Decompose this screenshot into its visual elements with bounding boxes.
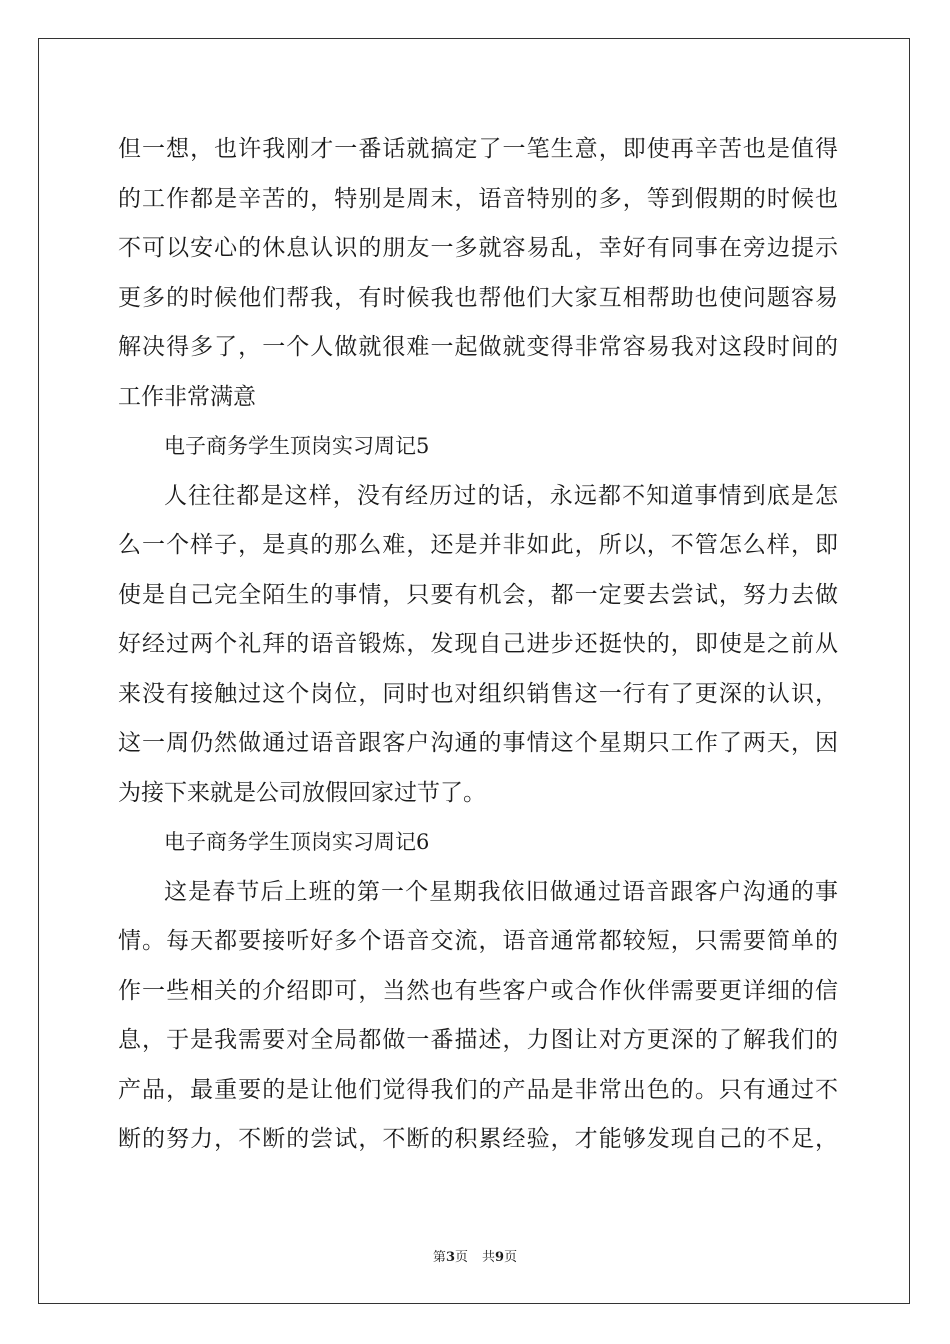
- text-line: 不可以安心的休息认识的朋友一多就容易乱，幸好有同事在旁边提示: [118, 235, 838, 261]
- text-line: 这是春节后上班的第一个星期我依旧做通过语音跟客户沟通的事: [164, 878, 838, 905]
- text-line: 么一个样子，是真的那么难，还是并非如此，所以，不管怎么样，即: [118, 532, 838, 558]
- text-line: 使是自己完全陌生的事情，只要有机会，都一定要去尝试，努力去做: [118, 581, 838, 608]
- current-page-number: 3: [445, 1250, 455, 1265]
- text-line: 断的努力，不断的尝试，不断的积累经验，才能够发现自己的不足，: [118, 1126, 838, 1152]
- section-heading: 电子商务学生顶岗实习周记6: [164, 830, 430, 854]
- text-line: 的工作都是辛苦的，特别是周末，语音特别的多，等到假期的时候也: [118, 185, 838, 212]
- document-body: [118, 125, 838, 1165]
- text-line: 产品，最重要的是让他们觉得我们的产品是非常出色的。只有通过不: [118, 1076, 838, 1103]
- section-heading: 电子商务学生顶岗实习周记5: [164, 434, 430, 458]
- text-line: 息，于是我需要对全局都做一番描述，力图让对方更深的了解我们的: [118, 1027, 838, 1053]
- text-line: 为接下来就是公司放假回家过节了。: [118, 779, 486, 806]
- page-suffix: 页: [454, 1250, 468, 1265]
- text-line: 情。每天都要接听好多个语音交流，语音通常都较短，只需要简单的: [118, 928, 838, 954]
- text-line: 作一些相关的介绍即可，当然也有些客户或合作伙伴需要更详细的信: [118, 977, 838, 1004]
- text-line: 来没有接触过这个岗位，同时也对组织销售这一行有了更深的认识，: [118, 680, 838, 707]
- text-line: 解决得多了，一个人做就很难一起做就变得非常容易我对这段时间的: [118, 334, 838, 360]
- total-suffix: 页: [504, 1250, 518, 1265]
- total-prefix: 共: [482, 1250, 496, 1265]
- text-line: 这一周仍然做通过语音跟客户沟通的事情这个星期只工作了两天，因: [118, 730, 838, 756]
- total-page-number: 9: [495, 1250, 505, 1265]
- text-line: 更多的时候他们帮我，有时候我也帮他们大家互相帮助也使问题容易: [118, 284, 838, 311]
- text-line: 人往往都是这样，没有经历过的话，永远都不知道事情到底是怎: [164, 482, 838, 509]
- text-line: 但一想，也许我刚才一番话就搞定了一笔生意，即使再辛苦也是值得: [118, 136, 838, 162]
- text-line: 工作非常满意: [118, 383, 256, 410]
- page-prefix: 第: [432, 1250, 446, 1265]
- page-footer: [0, 1246, 950, 1265]
- text-line: 好经过两个礼拜的语音锻炼，发现自己进步还挺快的，即使是之前从: [118, 631, 838, 657]
